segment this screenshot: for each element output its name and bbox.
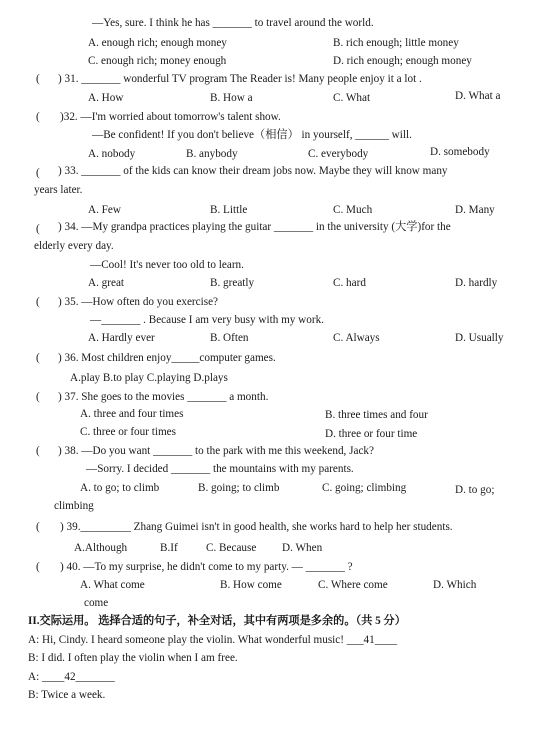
- text-line: —Be confident! If you don't believe（相信） in yourself, ______ will.: [92, 129, 412, 141]
- text-line: D. When: [282, 542, 323, 554]
- text-line: C. hard: [333, 277, 366, 289]
- text-line: come: [84, 597, 109, 609]
- text-line: A. great: [88, 277, 125, 289]
- text-line: B. anybody: [186, 148, 238, 160]
- text-line: (: [36, 73, 40, 85]
- text-line: C. What: [333, 92, 371, 104]
- text-line: A: Hi, Cindy. I heard someone play the violin. What wonderful music! ___41____: [28, 634, 398, 646]
- text-line: C. Where come: [318, 579, 388, 591]
- text-line: A. enough rich; enough money: [88, 37, 227, 49]
- text-line: B. Often: [210, 332, 249, 344]
- text-line: C. Much: [333, 204, 373, 216]
- text-line: II.交际运用。 选择合适的句子，补全对话，其中有两项是多余的。（共 5 分）: [28, 615, 406, 627]
- text-line: (: [36, 296, 40, 308]
- text-line: A. three and four times: [80, 408, 184, 420]
- text-line: A.play B.to play C.playing D.plays: [70, 372, 228, 384]
- text-line: B. going; to climb: [198, 482, 280, 494]
- text-line: (: [36, 521, 40, 533]
- text-line: ) 31. _______ wonderful TV program The Reader is! Many people enjoy it a lot .: [58, 73, 422, 85]
- text-line: (: [36, 223, 40, 235]
- text-line: D. rich enough; enough money: [333, 55, 472, 67]
- text-line: ) 38. —Do you want _______ to the park with me this weekend, Jack?: [58, 445, 374, 457]
- text-line: B. rich enough; little money: [333, 37, 459, 49]
- text-line: ) 35. —How often do you exercise?: [58, 296, 218, 308]
- text-line: (: [36, 352, 40, 364]
- text-line: A. nobody: [88, 148, 136, 160]
- text-line: D. somebody: [430, 146, 490, 158]
- text-line: (: [36, 445, 40, 457]
- text-line: C. three or four times: [80, 426, 177, 438]
- text-line: D. hardly: [455, 277, 498, 289]
- text-line: D. Usually: [455, 332, 504, 344]
- text-line: B. Little: [210, 204, 248, 216]
- text-line: climbing: [54, 500, 94, 512]
- text-line: C. Because: [206, 542, 257, 554]
- text-line: B. greatly: [210, 277, 255, 289]
- text-line: ) 34. —My grandpa practices playing the guitar _______ in the university (大学)for the: [58, 221, 451, 233]
- text-line: D. Which: [433, 579, 477, 591]
- text-line: ) 37. She goes to the movies _______ a month.: [58, 391, 269, 403]
- text-line: A. to go; to climb: [80, 482, 160, 494]
- text-line: D. to go;: [455, 484, 495, 496]
- text-line: A: ____42_______: [28, 671, 115, 683]
- text-line: B. How a: [210, 92, 253, 104]
- text-line: D. What a: [455, 90, 501, 102]
- text-line: A. Few: [88, 204, 121, 216]
- text-line: D. three or four time: [325, 428, 418, 440]
- text-line: years later.: [34, 184, 83, 196]
- text-line: —Yes, sure. I think he has _______ to travel around the world.: [92, 17, 374, 29]
- text-line: A. Hardly ever: [88, 332, 155, 344]
- text-line: ) 40. —To my surprise, he didn't come to my party. — _______ ?: [60, 561, 353, 573]
- text-line: (: [36, 561, 40, 573]
- text-line: —_______ . Because I am very busy with my work.: [90, 314, 324, 326]
- text-line: (: [36, 111, 40, 123]
- text-line: ) 36. Most children enjoy_____computer games.: [58, 352, 276, 364]
- text-line: C. everybody: [308, 148, 369, 160]
- text-line: B. How come: [220, 579, 282, 591]
- text-line: B: Twice a week.: [28, 689, 106, 701]
- text-line: ) 33. _______ of the kids can know their dream jobs now. Maybe they will know many: [58, 165, 448, 177]
- text-line: A. How: [88, 92, 124, 104]
- text-line: (: [36, 167, 40, 179]
- text-line: ) 39._________ Zhang Guimei isn't in good health, she works hard to help her students.: [60, 521, 453, 533]
- text-line: elderly every day.: [34, 240, 114, 252]
- text-line: B.If: [160, 542, 178, 554]
- text-line: (: [36, 391, 40, 403]
- text-line: B. three times and four: [325, 409, 428, 421]
- text-line: C. Always: [333, 332, 380, 344]
- text-line: )32. —I'm worried about tomorrow's talent show.: [60, 111, 281, 123]
- text-line: C. enough rich; money enough: [88, 55, 227, 67]
- text-line: —Cool! It's never too old to learn.: [90, 259, 244, 271]
- text-line: —Sorry. I decided _______ the mountains with my parents.: [86, 463, 354, 475]
- text-line: A.Although: [74, 542, 128, 554]
- text-line: A. What come: [80, 579, 145, 591]
- text-line: C. going; climbing: [322, 482, 407, 494]
- text-line: D. Many: [455, 204, 495, 216]
- text-line: B: I did. I often play the violin when I am free.: [28, 652, 238, 664]
